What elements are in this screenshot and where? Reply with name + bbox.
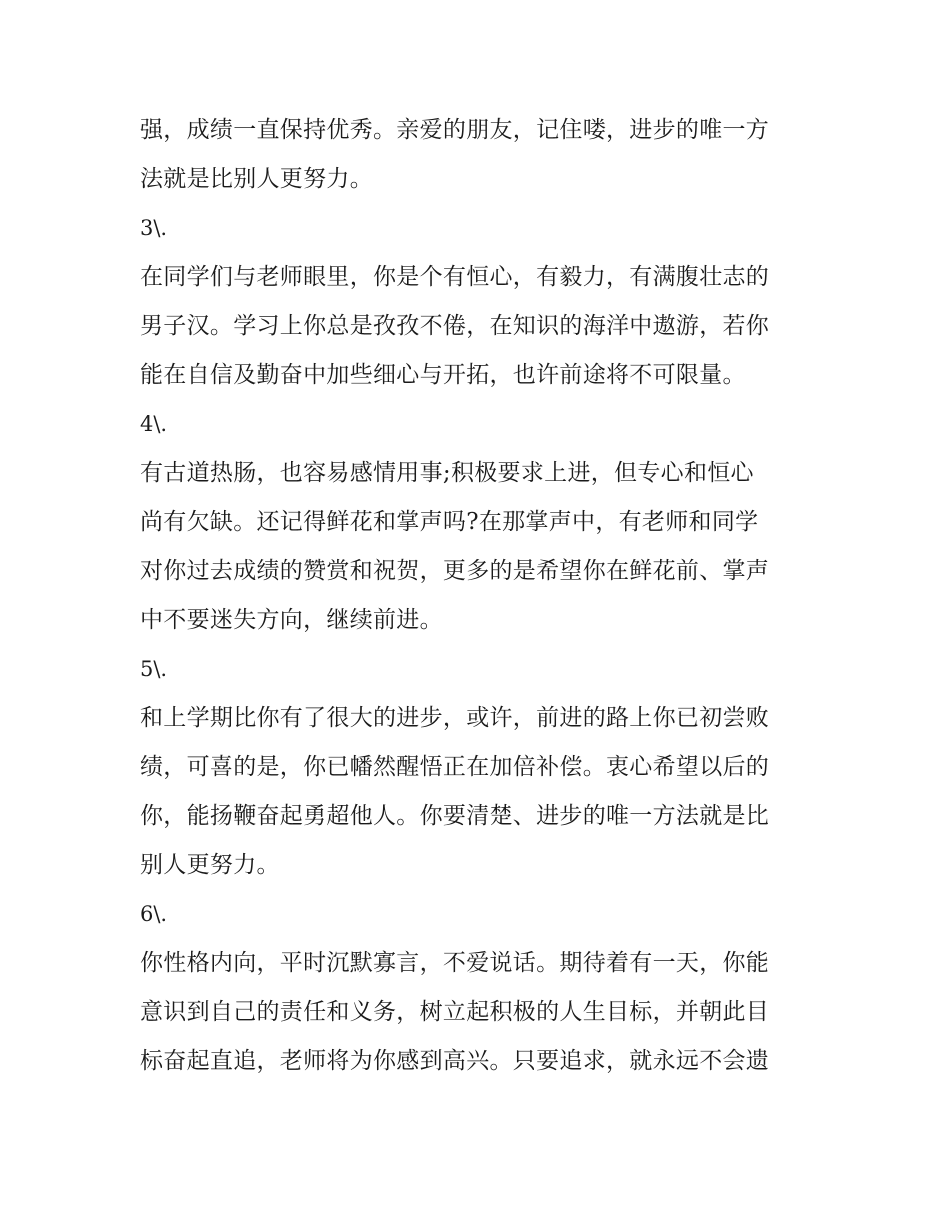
text-line: 你，能扬鞭奋起勇超他人。你要清楚、进步的唯一方法就是比 [140, 803, 770, 829]
text-line: 尚有欠缺。还记得鲜花和掌声吗?在那掌声中，有老师和同学 [140, 509, 759, 535]
text-line: 别人更努力。 [140, 852, 280, 878]
item-number: 6\. [140, 902, 168, 926]
text-line: 在同学们与老师眼里，你是个有恒心，有毅力，有满腹壮志的 [140, 264, 770, 290]
text-line: 中不要迷失方向，继续前进。 [140, 607, 443, 633]
text-line: 对你过去成绩的赞赏和祝贺，更多的是希望你在鲜花前、掌声 [140, 558, 770, 584]
text-line: 标奋起直追，老师将为你感到高兴。只要追求，就永远不会遗 [140, 1048, 770, 1074]
text-line: 强，成绩一直保持优秀。亲爱的朋友，记住喽，进步的唯一方 [140, 117, 770, 143]
text-line: 法就是比别人更努力。 [140, 166, 373, 192]
item-number: 4\. [140, 412, 168, 436]
text-line: 男子汉。学习上你总是孜孜不倦，在知识的海洋中遨游，若你 [140, 313, 770, 339]
text-line: 你性格内向，平时沉默寡言，不爱说话。期待着有一天，你能 [140, 950, 770, 976]
text-line: 有古道热肠，也容易感情用事;积极要求上进，但专心和恒心 [140, 460, 754, 486]
document-body [140, 106, 820, 1086]
text-line: 能在自信及勤奋中加些细心与开拓，也许前途将不可限量。 [140, 362, 746, 388]
text-line: 和上学期比你有了很大的进步，或许，前进的路上你已初尝败 [140, 705, 770, 731]
text-line: 绩，可喜的是，你已幡然醒悟正在加倍补偿。衷心希望以后的 [140, 754, 770, 780]
item-number: 3\. [140, 216, 168, 240]
item-number: 5\. [140, 657, 168, 681]
text-line: 意识到自己的责任和义务，树立起积极的人生目标，并朝此目 [140, 999, 770, 1025]
